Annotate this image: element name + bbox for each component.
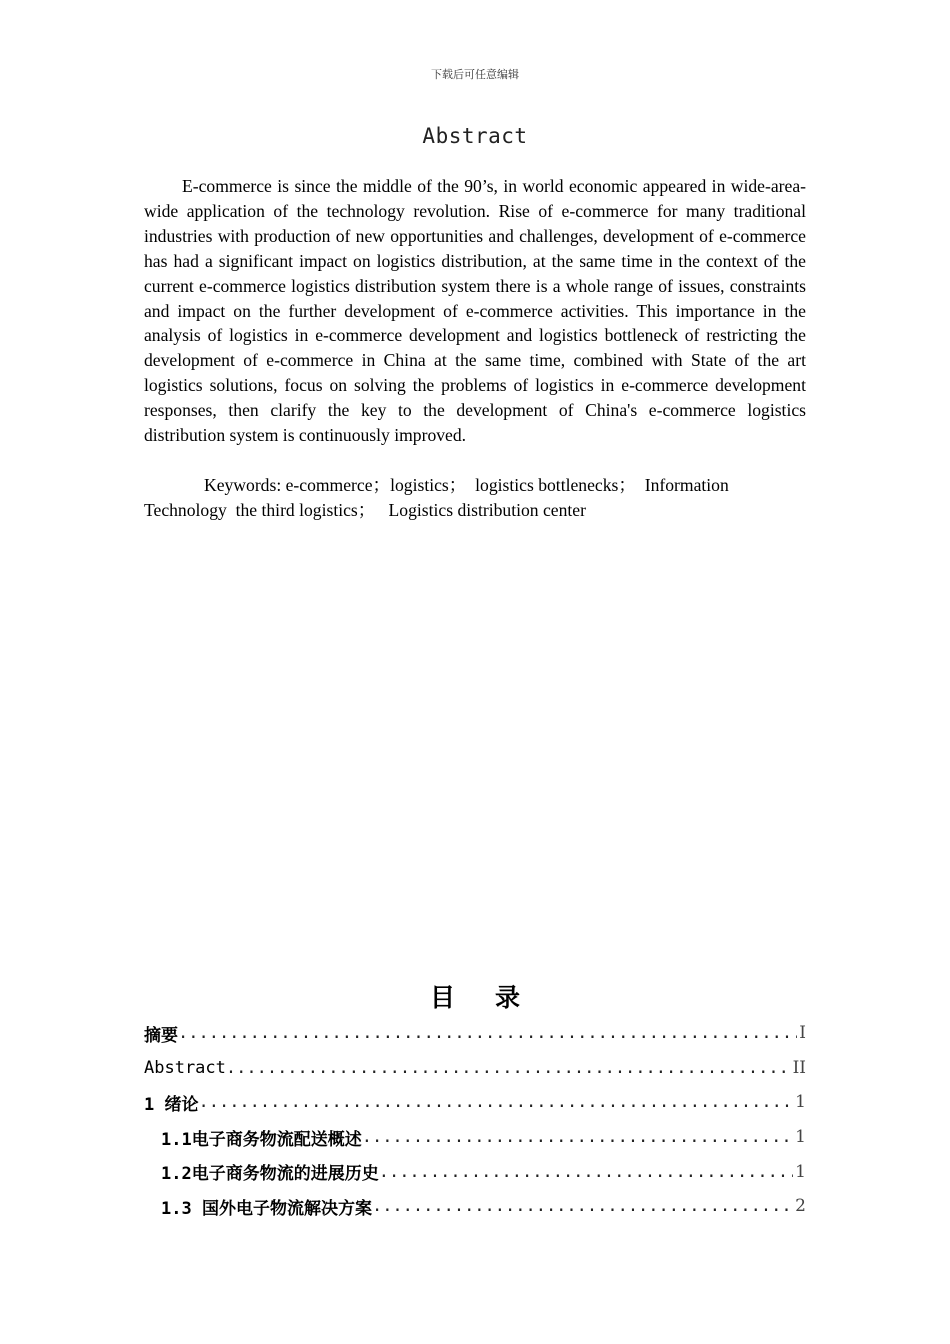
abstract-title: Abstract <box>422 124 528 148</box>
toc-leader-dots <box>362 1127 793 1147</box>
table-of-contents <box>144 1016 806 1224</box>
toc-entry-abstract-en[interactable] <box>144 1051 806 1086</box>
toc-entry-label: Abstract <box>144 1057 226 1078</box>
toc-entry-section-1-1[interactable] <box>144 1120 806 1155</box>
toc-entry-page: 1 <box>795 1161 806 1182</box>
toc-entry-label: 1 绪论 <box>144 1094 199 1115</box>
toc-leader-dots <box>372 1196 793 1216</box>
toc-leader-dots <box>379 1162 793 1182</box>
keywords <box>144 473 806 523</box>
toc-entry-section-1-2[interactable] <box>144 1154 806 1189</box>
toc-entry-page: 1 <box>795 1127 806 1148</box>
toc-leader-dots <box>226 1058 791 1078</box>
toc-leader-dots <box>178 1023 797 1043</box>
toc-entry-label: 摘要 <box>144 1025 178 1046</box>
toc-entry-label: 1.3 国外电子物流解决方案 <box>161 1198 372 1219</box>
toc-leader-dots <box>198 1092 793 1112</box>
header-note: 下载后可任意编辑 <box>431 68 519 81</box>
toc-entry-section-1-3[interactable] <box>144 1189 806 1224</box>
keywords-line-2: Technology the third logistics； Logistics distribution center <box>144 500 586 520</box>
toc-entry-page: 1 <box>795 1092 806 1113</box>
toc-entry-label: 1.2电子商务物流的进展历史 <box>161 1164 379 1185</box>
toc-entry-page: 2 <box>795 1196 806 1217</box>
toc-entry-label: 1.1电子商务物流配送概述 <box>161 1129 362 1150</box>
toc-title: 目录 <box>429 983 560 1012</box>
abstract-body: E-commerce is since the middle of the 90’s, in world economic appeared in wide-area-wide application of the technology revolution. Rise of e-commerce for many traditional industries with production of new opportunities and challenges, development of e-commerce has had a significant impact on logistics distribution, at the same time in the context of the current e-commerce logistics distribution system there is a whole range of issues, constraints and impact on the further development of e-commerce activities. This importance in the analysis of logistics in e-commerce development and logistics bottleneck of restricting the development of e-commerce in China at the same time, combined with State of the art logistics solutions, focus on solving the problems of logistics in e-commerce development responses, then clarify the key to the development of China's e-commerce logistics distribution system is continuously improved. <box>144 176 806 446</box>
toc-entry-page: II <box>792 1057 806 1078</box>
toc-entry-abstract-cn[interactable] <box>144 1016 806 1051</box>
toc-entry-page: I <box>799 1023 806 1044</box>
toc-entry-chapter-1[interactable] <box>144 1085 806 1120</box>
keywords-line-1: Keywords: e-commerce；logistics； logistics bottlenecks； Information <box>204 475 729 495</box>
